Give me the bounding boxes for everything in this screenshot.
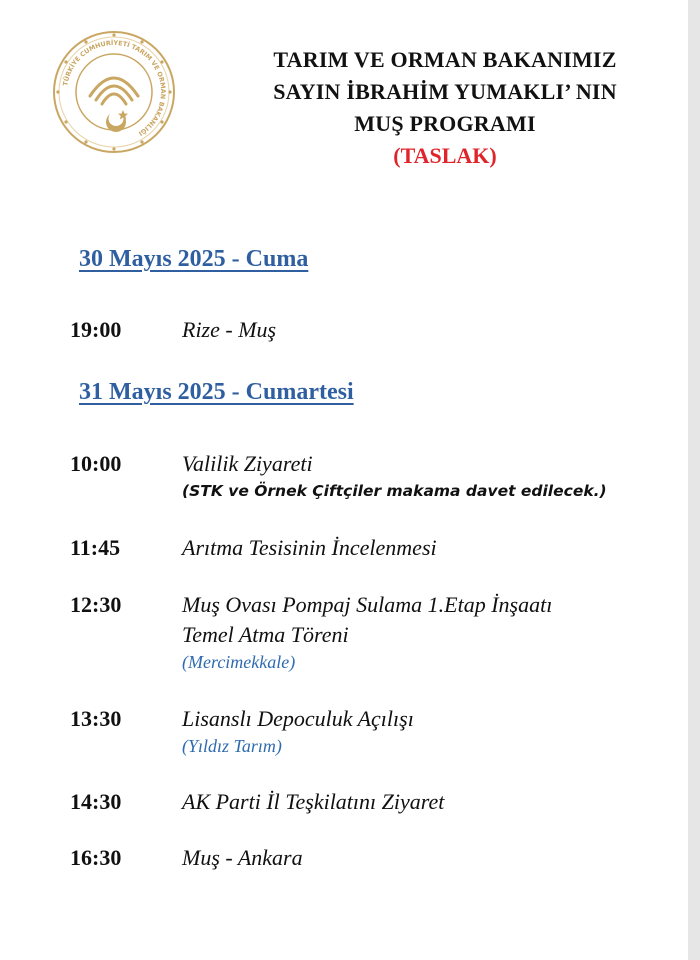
schedule-time: 11:45 — [70, 535, 121, 560]
schedule-time: 19:00 — [70, 317, 122, 342]
schedule-event: Lisanslı Depoculuk Açılışı — [182, 706, 414, 731]
seal-ring-text: TÜRKİYE CUMHURİYETİ TARIM VE ORMAN BAKANLIĞI — [61, 38, 168, 138]
day-1-date-heading: 30 Mayıs 2025 - Cuma — [79, 246, 309, 272]
schedule-event: AK Parti İl Teşkilatını Ziyaret — [182, 789, 445, 814]
schedule-venue: (Mercimekkale) — [182, 652, 296, 672]
header-title-line-2: SAYIN İBRAHİM YUMAKLI’ NIN — [273, 79, 617, 104]
schedule-time: 16:30 — [70, 845, 122, 870]
schedule-note: (STK ve Örnek Çiftçiler makama davet edilecek.) — [182, 482, 607, 500]
seal-stars — [56, 33, 171, 150]
schedule-event-line-1: Muş Ovası Pompaj Sulama 1.Etap İnşaatı — [182, 592, 553, 617]
schedule-venue: (Yıldız Tarım) — [182, 736, 282, 756]
page-edge — [688, 0, 700, 960]
schedule-event: Arıtma Tesisinin İncelenmesi — [182, 535, 437, 560]
schedule-time: 10:00 — [70, 451, 122, 476]
header-title-line-3: MUŞ PROGRAMI — [354, 111, 536, 136]
schedule-event: Valilik Ziyareti — [182, 451, 313, 476]
document-header — [215, 44, 675, 172]
schedule-event: Rize - Muş — [182, 317, 277, 342]
ministry-seal-logo — [52, 30, 176, 154]
schedule-event: Muş - Ankara — [182, 845, 303, 870]
schedule-time: 14:30 — [70, 789, 122, 814]
schedule-time: 13:30 — [70, 706, 122, 731]
day-2-date-heading: 31 Mayıs 2025 - Cumartesi — [79, 379, 354, 405]
header-title-line-1: TARIM VE ORMAN BAKANIMIZ — [273, 47, 617, 72]
draft-label: (TASLAK) — [393, 143, 497, 168]
schedule-time: 12:30 — [70, 592, 122, 617]
schedule-event-line-2: Temel Atma Töreni — [182, 622, 349, 647]
